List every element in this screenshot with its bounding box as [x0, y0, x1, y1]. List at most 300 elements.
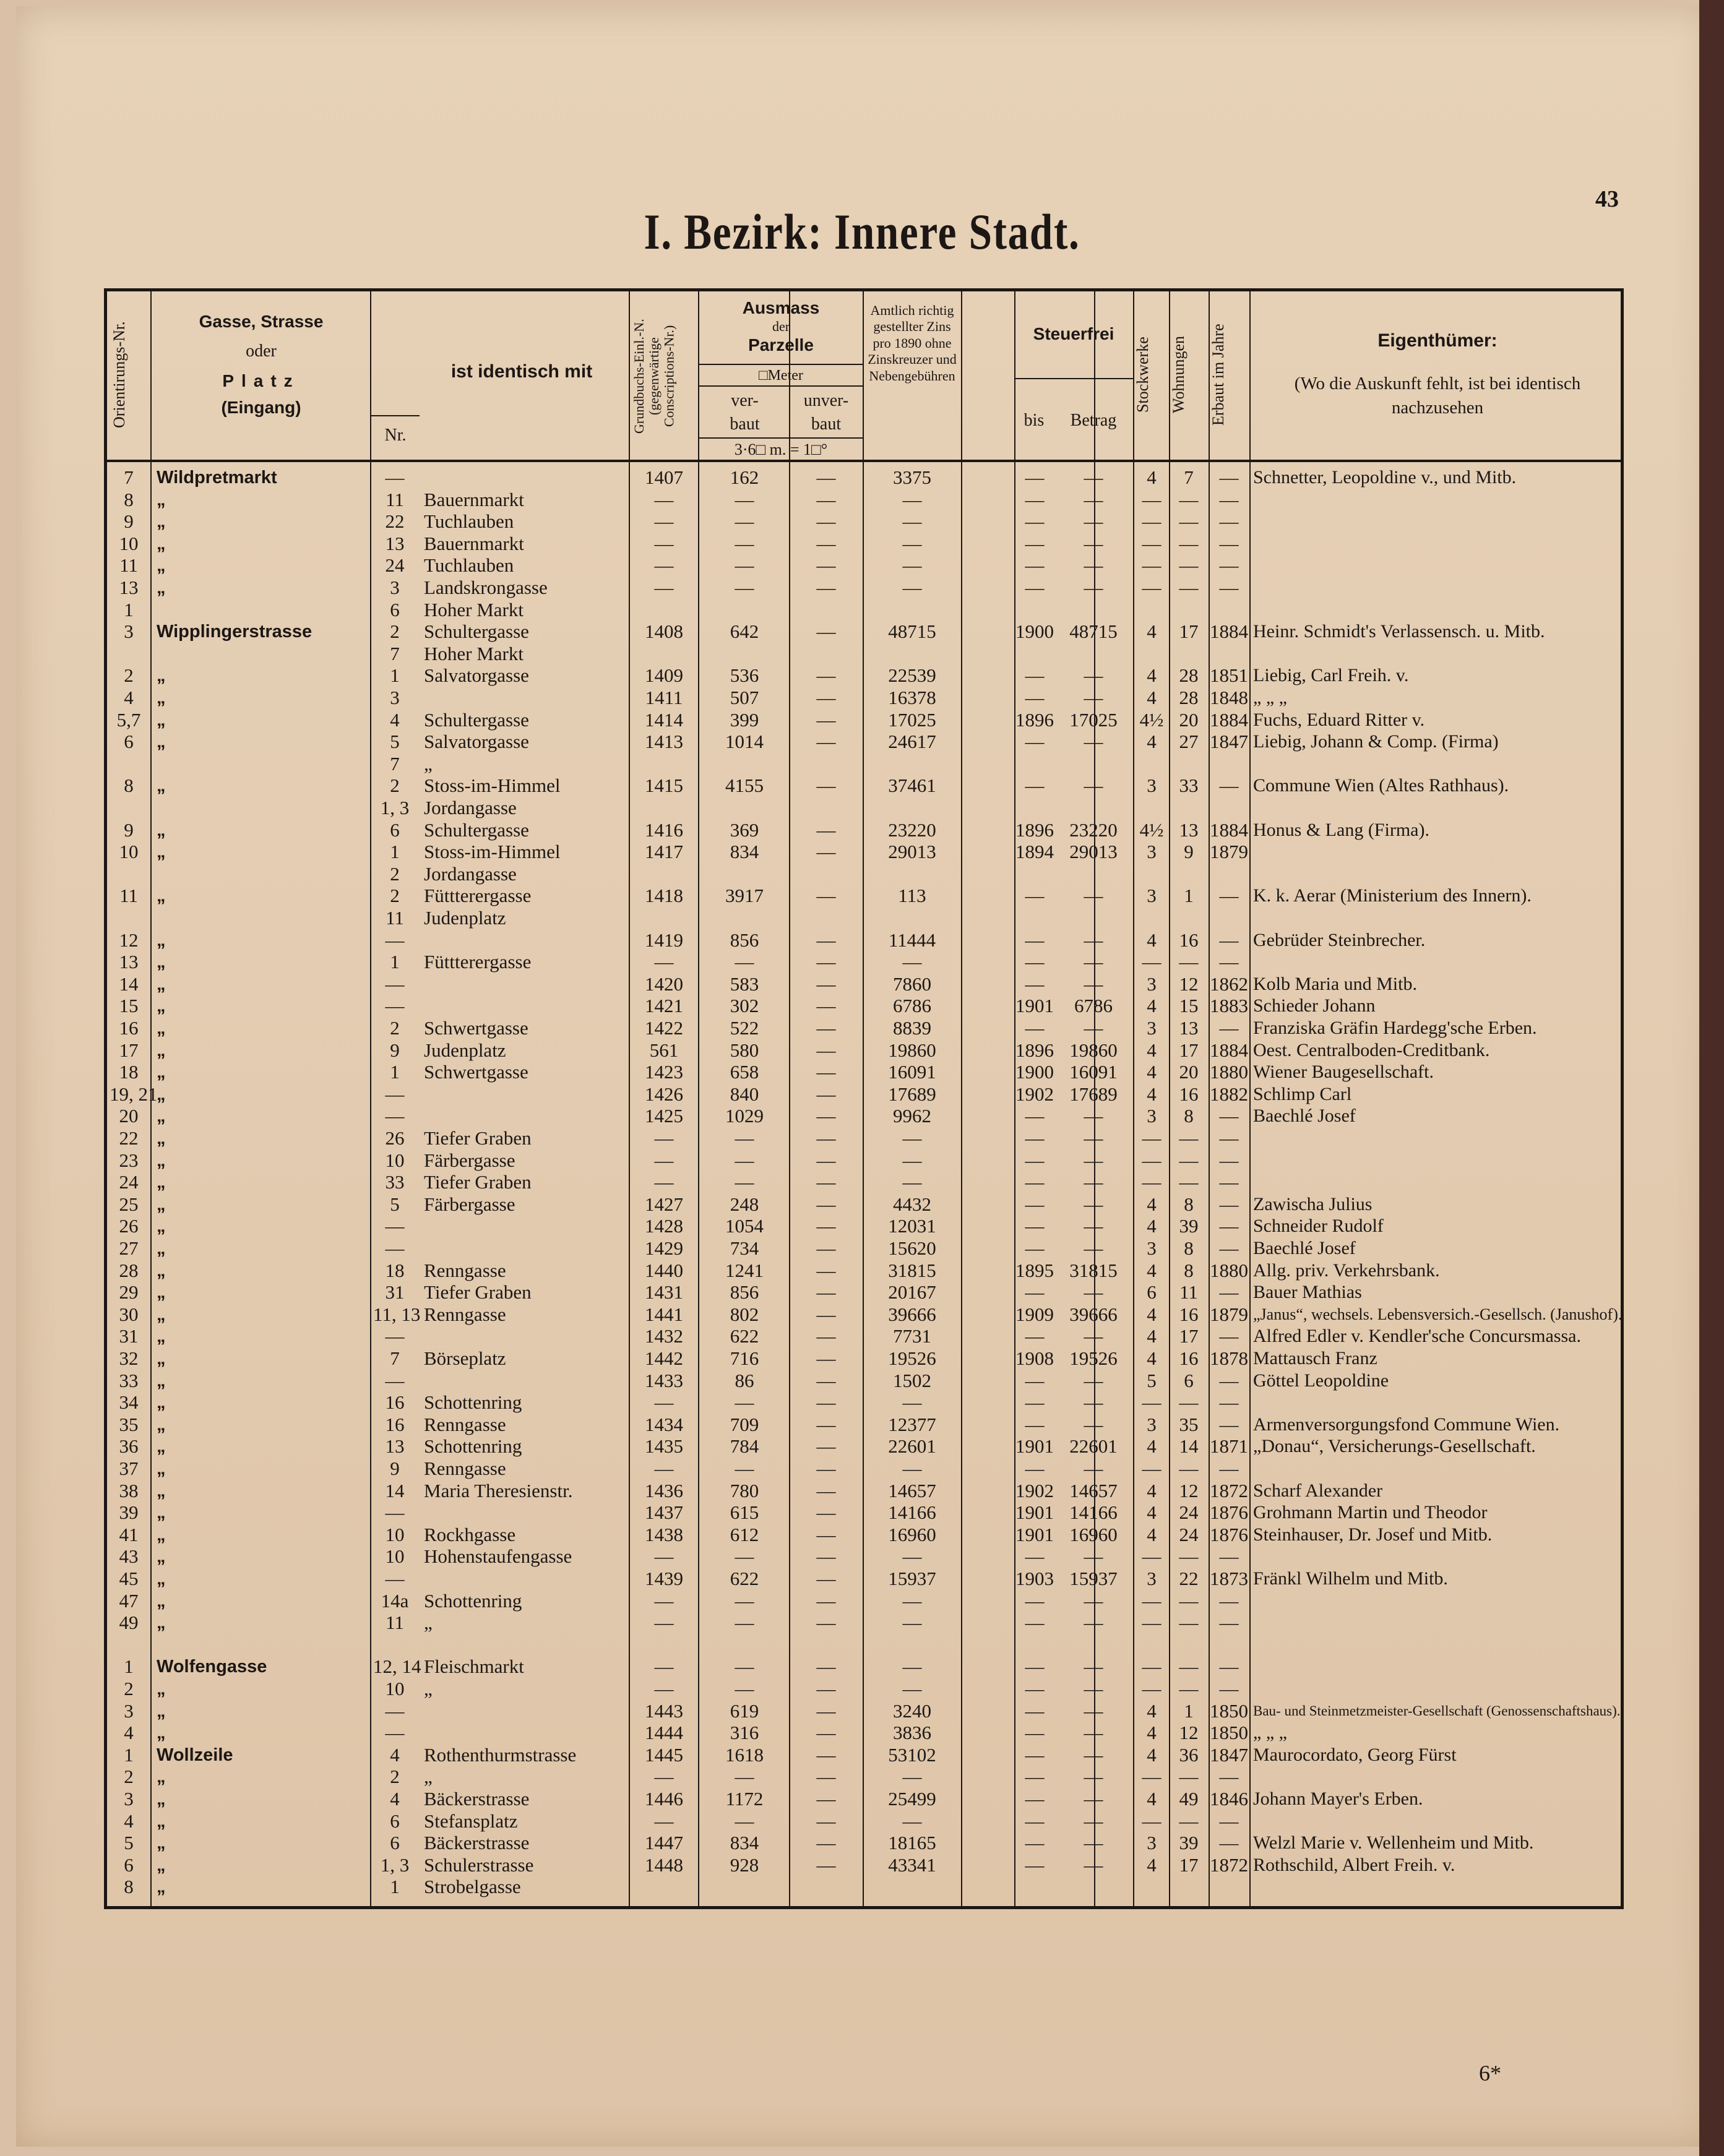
cell-steuer-betrag: —: [1084, 1810, 1103, 1832]
cell-ident-nr: 10: [385, 1545, 405, 1568]
cell-erbaut: —: [1219, 1237, 1239, 1259]
cell-unverbaut: —: [816, 1612, 836, 1634]
cell-unverbaut: —: [816, 554, 836, 577]
cell-stockwerke: —: [1142, 1678, 1162, 1699]
cell-stockwerke: 3: [1147, 1105, 1157, 1127]
cell-orient: 25: [119, 1193, 139, 1215]
cell-steuer-betrag: 22601: [1069, 1435, 1118, 1458]
cell-grundbuch: 1407: [645, 466, 683, 488]
cell-zins: —: [902, 951, 922, 973]
cell-grundbuch: 1436: [645, 1479, 683, 1501]
cell-orient: 9: [124, 818, 134, 841]
cell-steuer-betrag: —: [1084, 577, 1103, 598]
cell-orient: 27: [119, 1237, 139, 1259]
cell-steuer-betrag: —: [1084, 1589, 1103, 1612]
table-row: [107, 1612, 1627, 1634]
cell-erbaut: 1846: [1210, 1788, 1248, 1810]
cell-zins: 12031: [888, 1215, 936, 1237]
cell-ident-nr: 1, 3: [380, 1853, 410, 1876]
cell-grundbuch: 1431: [645, 1281, 683, 1303]
cell-verbaut: 536: [730, 664, 759, 687]
cell-street: „: [157, 842, 166, 862]
table-row: [107, 907, 1627, 929]
table-row: [107, 687, 1627, 709]
cell-wohnungen: 20: [1179, 708, 1199, 731]
cell-zins: —: [902, 1127, 922, 1149]
cell-steuer-bis: —: [1025, 1810, 1045, 1832]
cell-street: „: [157, 732, 166, 752]
cell-steuer-betrag: 15937: [1069, 1568, 1118, 1589]
cell-unverbaut: —: [816, 1810, 836, 1832]
cell-orient: 16: [119, 1017, 139, 1039]
cell-unverbaut: —: [816, 687, 836, 708]
cell-verbaut: 716: [730, 1347, 759, 1369]
table-row: [107, 753, 1627, 775]
cell-orient: 4: [124, 687, 134, 708]
cell-owner: „Janus“, wechsels. Lebensversich.-Gesellsch. (Janushof).: [1253, 1305, 1623, 1323]
cell-unverbaut: —: [816, 885, 836, 907]
cell-orient: 7: [124, 466, 134, 488]
cell-grundbuch: 1414: [645, 708, 683, 731]
cell-unverbaut: —: [816, 731, 836, 753]
table-row: [107, 1017, 1627, 1039]
cell-ident-nr: —: [385, 929, 405, 951]
table-row: [107, 1083, 1627, 1106]
cell-verbaut: 1241: [725, 1259, 764, 1281]
cell-unverbaut: —: [816, 1501, 836, 1524]
cell-grundbuch: —: [654, 1458, 674, 1479]
cell-unverbaut: —: [816, 1479, 836, 1501]
cell-ident-name: „: [424, 1612, 433, 1634]
cell-steuer-bis: —: [1025, 1678, 1045, 1699]
cell-steuer-betrag: —: [1084, 488, 1103, 510]
table-row: [107, 1876, 1627, 1898]
cell-owner: Johann Mayer's Erben.: [1253, 1789, 1423, 1809]
cell-street: „: [157, 1304, 166, 1325]
cell-verbaut: 86: [735, 1369, 754, 1391]
cell-erbaut: 1848: [1210, 687, 1248, 708]
cell-erbaut: —: [1219, 951, 1239, 973]
table-row: [107, 466, 1627, 489]
cell-street: „: [157, 1613, 166, 1633]
cell-steuer-bis: —: [1025, 1325, 1045, 1347]
cell-orient: 2: [124, 1766, 134, 1788]
table-row: [107, 1414, 1627, 1436]
cell-wohnungen: —: [1179, 1589, 1199, 1612]
cell-street: „: [157, 1370, 166, 1391]
cell-erbaut: —: [1219, 1281, 1239, 1303]
cell-steuer-betrag: —: [1084, 1612, 1103, 1634]
cell-orient: 4: [124, 1722, 134, 1744]
cell-erbaut: —: [1219, 1149, 1239, 1171]
cell-unverbaut: —: [816, 1171, 836, 1193]
cell-grundbuch: 1448: [645, 1853, 683, 1876]
cell-unverbaut: —: [816, 1699, 836, 1722]
cell-unverbaut: —: [816, 841, 836, 863]
cell-street: „: [157, 1855, 166, 1875]
cell-erbaut: —: [1219, 1215, 1239, 1237]
cell-stockwerke: 4: [1147, 1435, 1157, 1458]
cell-steuer-bis: 1901: [1015, 1501, 1054, 1524]
cell-street: „: [157, 512, 166, 532]
cell-steuer-betrag: 16091: [1069, 1061, 1118, 1083]
cell-erbaut: —: [1219, 488, 1239, 510]
cell-unverbaut: —: [816, 1325, 836, 1347]
cell-erbaut: 1879: [1210, 1303, 1248, 1325]
cell-wohnungen: 36: [1179, 1743, 1199, 1766]
cell-street: „: [157, 1128, 166, 1148]
cell-steuer-betrag: 14166: [1069, 1501, 1118, 1524]
cell-street: „: [157, 1591, 166, 1611]
cell-owner: Maurocordato, Georg Fürst: [1253, 1744, 1457, 1765]
cell-ident-name: Renngasse: [424, 1413, 506, 1435]
cell-verbaut: 856: [730, 1281, 759, 1303]
cell-ident-nr: 10: [385, 1523, 405, 1545]
cell-wohnungen: —: [1179, 1458, 1199, 1479]
cell-zins: —: [902, 1678, 922, 1699]
cell-erbaut: 1851: [1210, 664, 1248, 687]
cell-unverbaut: —: [816, 1105, 836, 1127]
cell-steuer-bis: —: [1025, 775, 1045, 797]
cell-verbaut: 834: [730, 1832, 759, 1854]
cell-verbaut: 928: [730, 1853, 759, 1876]
table-row: [107, 1501, 1627, 1524]
cell-ident-name: „: [424, 1678, 433, 1699]
cell-steuer-betrag: 39666: [1069, 1303, 1118, 1325]
cell-steuer-bis: —: [1025, 1722, 1045, 1744]
cell-owner: Bauer Mathias: [1253, 1282, 1362, 1303]
cell-grundbuch: 1441: [645, 1303, 683, 1325]
cell-stockwerke: 3: [1147, 1832, 1157, 1854]
cell-steuer-bis: —: [1025, 929, 1045, 951]
cell-verbaut: 856: [730, 929, 759, 951]
table-row: [107, 1480, 1627, 1502]
cell-steuer-bis: 1900: [1015, 1061, 1054, 1083]
cell-zins: 43341: [888, 1853, 936, 1876]
cell-verbaut: 615: [730, 1501, 759, 1524]
cell-ident-name: Schottenring: [424, 1391, 522, 1414]
cell-unverbaut: —: [816, 1545, 836, 1568]
cell-ident-name: Renngasse: [424, 1259, 506, 1281]
cell-steuer-betrag: —: [1084, 1458, 1103, 1479]
cell-grundbuch: —: [654, 554, 674, 577]
cell-street: „: [157, 1480, 166, 1501]
cell-wohnungen: 15: [1179, 995, 1199, 1017]
cell-unverbaut: —: [816, 466, 836, 488]
cell-owner: Commune Wien (Altes Rathhaus).: [1253, 775, 1509, 796]
cell-grundbuch: 1445: [645, 1743, 683, 1766]
header-steuerfrei-bis: bis: [1024, 411, 1045, 430]
cell-ident-nr: 5: [390, 1193, 400, 1215]
cell-zins: 15620: [888, 1237, 936, 1259]
cell-zins: —: [902, 577, 922, 598]
cell-steuer-bis: —: [1025, 510, 1045, 533]
cell-wohnungen: —: [1179, 1612, 1199, 1634]
cell-verbaut: —: [735, 1656, 754, 1678]
cell-steuer-betrag: —: [1084, 1832, 1103, 1854]
cell-stockwerke: 4½: [1139, 818, 1164, 841]
cell-erbaut: —: [1219, 1369, 1239, 1391]
cell-orient: 9: [124, 510, 134, 533]
cell-ident-nr: 4: [390, 1788, 400, 1810]
cell-unverbaut: —: [816, 1193, 836, 1215]
cell-grundbuch: —: [654, 1391, 674, 1414]
cell-street: „: [157, 578, 166, 598]
cell-ident-name: Tiefer Graben: [424, 1281, 532, 1303]
cell-street: „: [157, 1437, 166, 1457]
cell-street: „: [157, 710, 166, 730]
cell-street: „: [157, 1106, 166, 1127]
cell-orient: 45: [119, 1568, 139, 1589]
cell-orient: 6: [124, 731, 134, 753]
cell-steuer-bis: —: [1025, 1369, 1045, 1391]
cell-orient: 13: [119, 951, 139, 973]
cell-grundbuch: 561: [649, 1039, 679, 1061]
cell-steuer-bis: —: [1025, 1545, 1045, 1568]
cell-unverbaut: —: [816, 708, 836, 731]
cell-verbaut: —: [735, 1391, 754, 1414]
cell-orient: 10: [119, 841, 139, 863]
table-row: [107, 1766, 1627, 1788]
table-row: [107, 1832, 1627, 1854]
cell-wohnungen: —: [1179, 951, 1199, 973]
cell-unverbaut: —: [816, 1303, 836, 1325]
cell-wohnungen: 16: [1179, 1083, 1199, 1105]
cell-erbaut: —: [1219, 1017, 1239, 1039]
cell-ident-nr: 1: [390, 664, 400, 687]
cell-verbaut: 642: [730, 621, 759, 643]
cell-ident-name: Bauernmarkt: [424, 488, 524, 510]
cell-wohnungen: 9: [1184, 841, 1194, 863]
cell-steuer-bis: —: [1025, 1766, 1045, 1788]
cell-grundbuch: 1420: [645, 973, 683, 995]
cell-wohnungen: 12: [1179, 1479, 1199, 1501]
cell-steuer-bis: 1901: [1015, 1523, 1054, 1545]
cell-street: „: [157, 886, 166, 906]
cell-verbaut: 612: [730, 1523, 759, 1545]
table-row: [107, 841, 1627, 863]
cell-erbaut: —: [1219, 1656, 1239, 1678]
cell-verbaut: —: [735, 488, 754, 510]
cell-orient: 8: [124, 488, 134, 510]
cell-owner: Zawischa Julius: [1253, 1193, 1373, 1214]
cell-orient: 20: [119, 1105, 139, 1127]
cell-grundbuch: 1440: [645, 1259, 683, 1281]
cell-ident-name: Maria Theresienstr.: [424, 1479, 573, 1501]
table-row: [107, 1744, 1627, 1766]
cell-orient: 3: [124, 1788, 134, 1810]
cell-verbaut: —: [735, 1678, 754, 1699]
cell-grundbuch: —: [654, 1766, 674, 1788]
cell-stockwerke: 5: [1147, 1369, 1157, 1391]
cell-ident-nr: 3: [390, 687, 400, 708]
cell-orient: 1: [124, 598, 134, 621]
cell-street: „: [157, 1811, 166, 1831]
table-row: [107, 621, 1627, 643]
cell-ident-name: Tuchlauben: [424, 510, 514, 533]
cell-stockwerke: —: [1142, 1391, 1162, 1414]
cell-ident-name: Bäckerstrasse: [424, 1832, 530, 1854]
cell-steuer-betrag: —: [1084, 951, 1103, 973]
cell-ident-nr: 2: [390, 862, 400, 885]
cell-owner: „ „ „: [1253, 1722, 1287, 1743]
cell-steuer-betrag: —: [1084, 1171, 1103, 1193]
header-unverbaut: unver- baut: [803, 391, 849, 434]
cell-steuer-bis: —: [1025, 466, 1045, 488]
cell-ident-nr: 11: [386, 488, 404, 510]
cell-wohnungen: —: [1179, 1766, 1199, 1788]
cell-street: Wolfengasse: [157, 1657, 267, 1677]
cell-stockwerke: 4: [1147, 1259, 1157, 1281]
cell-orient: 13: [119, 577, 139, 598]
cell-wohnungen: 28: [1179, 687, 1199, 708]
cell-grundbuch: 1413: [645, 731, 683, 753]
cell-grundbuch: 1416: [645, 818, 683, 841]
cell-steuer-bis: 1902: [1015, 1479, 1054, 1501]
cell-ident-name: Hoher Markt: [424, 598, 524, 621]
cell-wohnungen: 33: [1179, 775, 1199, 797]
cell-zins: 29013: [888, 841, 936, 863]
cell-unverbaut: —: [816, 664, 836, 687]
cell-steuer-bis: 1896: [1015, 708, 1054, 731]
cell-wohnungen: 17: [1179, 1325, 1199, 1347]
cell-street: „: [157, 1393, 166, 1413]
cell-owner: Welzl Marie v. Wellenheim und Mitb.: [1253, 1832, 1534, 1853]
cell-ident-nr: 18: [385, 1259, 405, 1281]
cell-zins: 113: [898, 885, 926, 907]
cell-erbaut: 1884: [1210, 621, 1248, 643]
cell-zins: 4432: [893, 1193, 931, 1215]
cell-grundbuch: 1442: [645, 1347, 683, 1369]
cell-steuer-bis: —: [1025, 1193, 1045, 1215]
cell-grundbuch: 1418: [645, 885, 683, 907]
cell-ident-nr: 2: [390, 1017, 400, 1039]
cell-unverbaut: —: [816, 1039, 836, 1061]
cell-ident-nr: 16: [385, 1391, 405, 1414]
cell-street: „: [157, 776, 166, 796]
cell-unverbaut: —: [816, 1149, 836, 1171]
cell-unverbaut: —: [816, 577, 836, 598]
cell-ident-name: Schottenring: [424, 1589, 522, 1612]
cell-verbaut: —: [735, 532, 754, 554]
cell-ident-name: Judenplatz: [424, 907, 506, 929]
cell-zins: 22601: [888, 1435, 936, 1458]
table-row: [107, 1568, 1627, 1590]
table-row: [107, 1722, 1627, 1744]
cell-street: „: [157, 1503, 166, 1523]
cell-ident-nr: —: [385, 1325, 405, 1347]
cell-street: „: [157, 1239, 166, 1258]
cell-erbaut: —: [1219, 1589, 1239, 1612]
cell-verbaut: 580: [730, 1039, 759, 1061]
cell-erbaut: —: [1219, 1810, 1239, 1832]
cell-verbaut: 622: [730, 1325, 759, 1347]
cell-erbaut: —: [1219, 1391, 1239, 1414]
cell-zins: 24617: [888, 731, 936, 753]
cell-orient: 34: [119, 1391, 139, 1414]
cell-unverbaut: —: [816, 1413, 836, 1435]
header-steuerfrei: Steuerfrei: [1033, 324, 1114, 343]
cell-owner: Wiener Baugesellschaft.: [1253, 1062, 1434, 1083]
cell-stockwerke: 3: [1147, 1568, 1157, 1589]
cell-orient: 49: [119, 1612, 139, 1634]
cell-ident-name: Hohenstaufengasse: [424, 1545, 572, 1568]
cell-steuer-betrag: —: [1084, 554, 1103, 577]
cell-erbaut: 1850: [1210, 1722, 1248, 1744]
cell-zins: 17689: [888, 1083, 936, 1105]
cell-owner: Rothschild, Albert Freih. v.: [1253, 1854, 1455, 1875]
header-identisch: ist identisch mit: [450, 361, 593, 382]
header-wohnungen: Wohnungen: [1170, 336, 1187, 414]
cell-orient: 5,7: [116, 708, 141, 731]
cell-zins: 31815: [888, 1259, 936, 1281]
cell-ident-nr: —: [385, 1215, 405, 1237]
cell-zins: 16378: [888, 687, 936, 708]
header-orientirungs-nr: Orientirungs-Nr.: [110, 321, 128, 429]
cell-stockwerke: —: [1142, 1589, 1162, 1612]
cell-zins: 12377: [888, 1413, 936, 1435]
cell-ident-nr: 16: [385, 1413, 405, 1435]
cell-erbaut: —: [1219, 532, 1239, 554]
cell-ident-nr: 26: [385, 1127, 405, 1149]
cell-orient: 3: [124, 621, 134, 643]
cell-orient: 22: [119, 1127, 139, 1149]
cell-unverbaut: —: [816, 775, 836, 797]
cell-steuer-betrag: —: [1084, 532, 1103, 554]
cell-stockwerke: 4: [1147, 1083, 1157, 1105]
cell-zins: —: [902, 1589, 922, 1612]
cell-orient: 31: [119, 1325, 139, 1347]
cell-grundbuch: 1443: [645, 1699, 683, 1722]
cell-stockwerke: —: [1142, 1127, 1162, 1149]
cell-wohnungen: —: [1179, 1545, 1199, 1568]
cell-ident-name: Färbergasse: [424, 1193, 515, 1215]
cell-orient: 35: [119, 1413, 139, 1435]
cell-steuer-bis: —: [1025, 951, 1045, 973]
cell-stockwerke: 3: [1147, 973, 1157, 995]
cell-steuer-bis: —: [1025, 1853, 1045, 1876]
cell-stockwerke: —: [1142, 577, 1162, 598]
cell-stockwerke: —: [1142, 1545, 1162, 1568]
table-row: [107, 797, 1627, 819]
cell-zins: 3836: [893, 1722, 931, 1744]
cell-verbaut: 399: [730, 708, 759, 731]
table-row: [107, 951, 1627, 973]
cell-wohnungen: —: [1179, 510, 1199, 533]
cell-steuer-bis: —: [1025, 1458, 1045, 1479]
cell-zins: 16091: [888, 1061, 936, 1083]
cell-steuer-bis: 1896: [1015, 1039, 1054, 1061]
cell-zins: —: [902, 1612, 922, 1634]
cell-wohnungen: 12: [1179, 973, 1199, 995]
cell-verbaut: 802: [730, 1303, 759, 1325]
header-street: Gasse, Strasse oder Platz (Eingang): [199, 312, 324, 418]
cell-stockwerke: 4: [1147, 1501, 1157, 1524]
cell-steuer-betrag: 48715: [1069, 621, 1118, 643]
cell-owner: Schieder Johann: [1253, 995, 1376, 1016]
table-row: [107, 1171, 1627, 1193]
cell-ident-nr: —: [385, 1105, 405, 1127]
cell-ident-nr: 7: [390, 752, 400, 775]
cell-ident-nr: 11, 13: [373, 1303, 421, 1325]
table-row: [107, 1435, 1627, 1458]
cell-grundbuch: 1408: [645, 621, 683, 643]
cell-steuer-bis: —: [1025, 1215, 1045, 1237]
cell-grundbuch: 1411: [645, 687, 683, 708]
cell-steuer-bis: —: [1025, 1699, 1045, 1722]
cell-verbaut: —: [735, 1458, 754, 1479]
cell-grundbuch: 1427: [645, 1193, 683, 1215]
